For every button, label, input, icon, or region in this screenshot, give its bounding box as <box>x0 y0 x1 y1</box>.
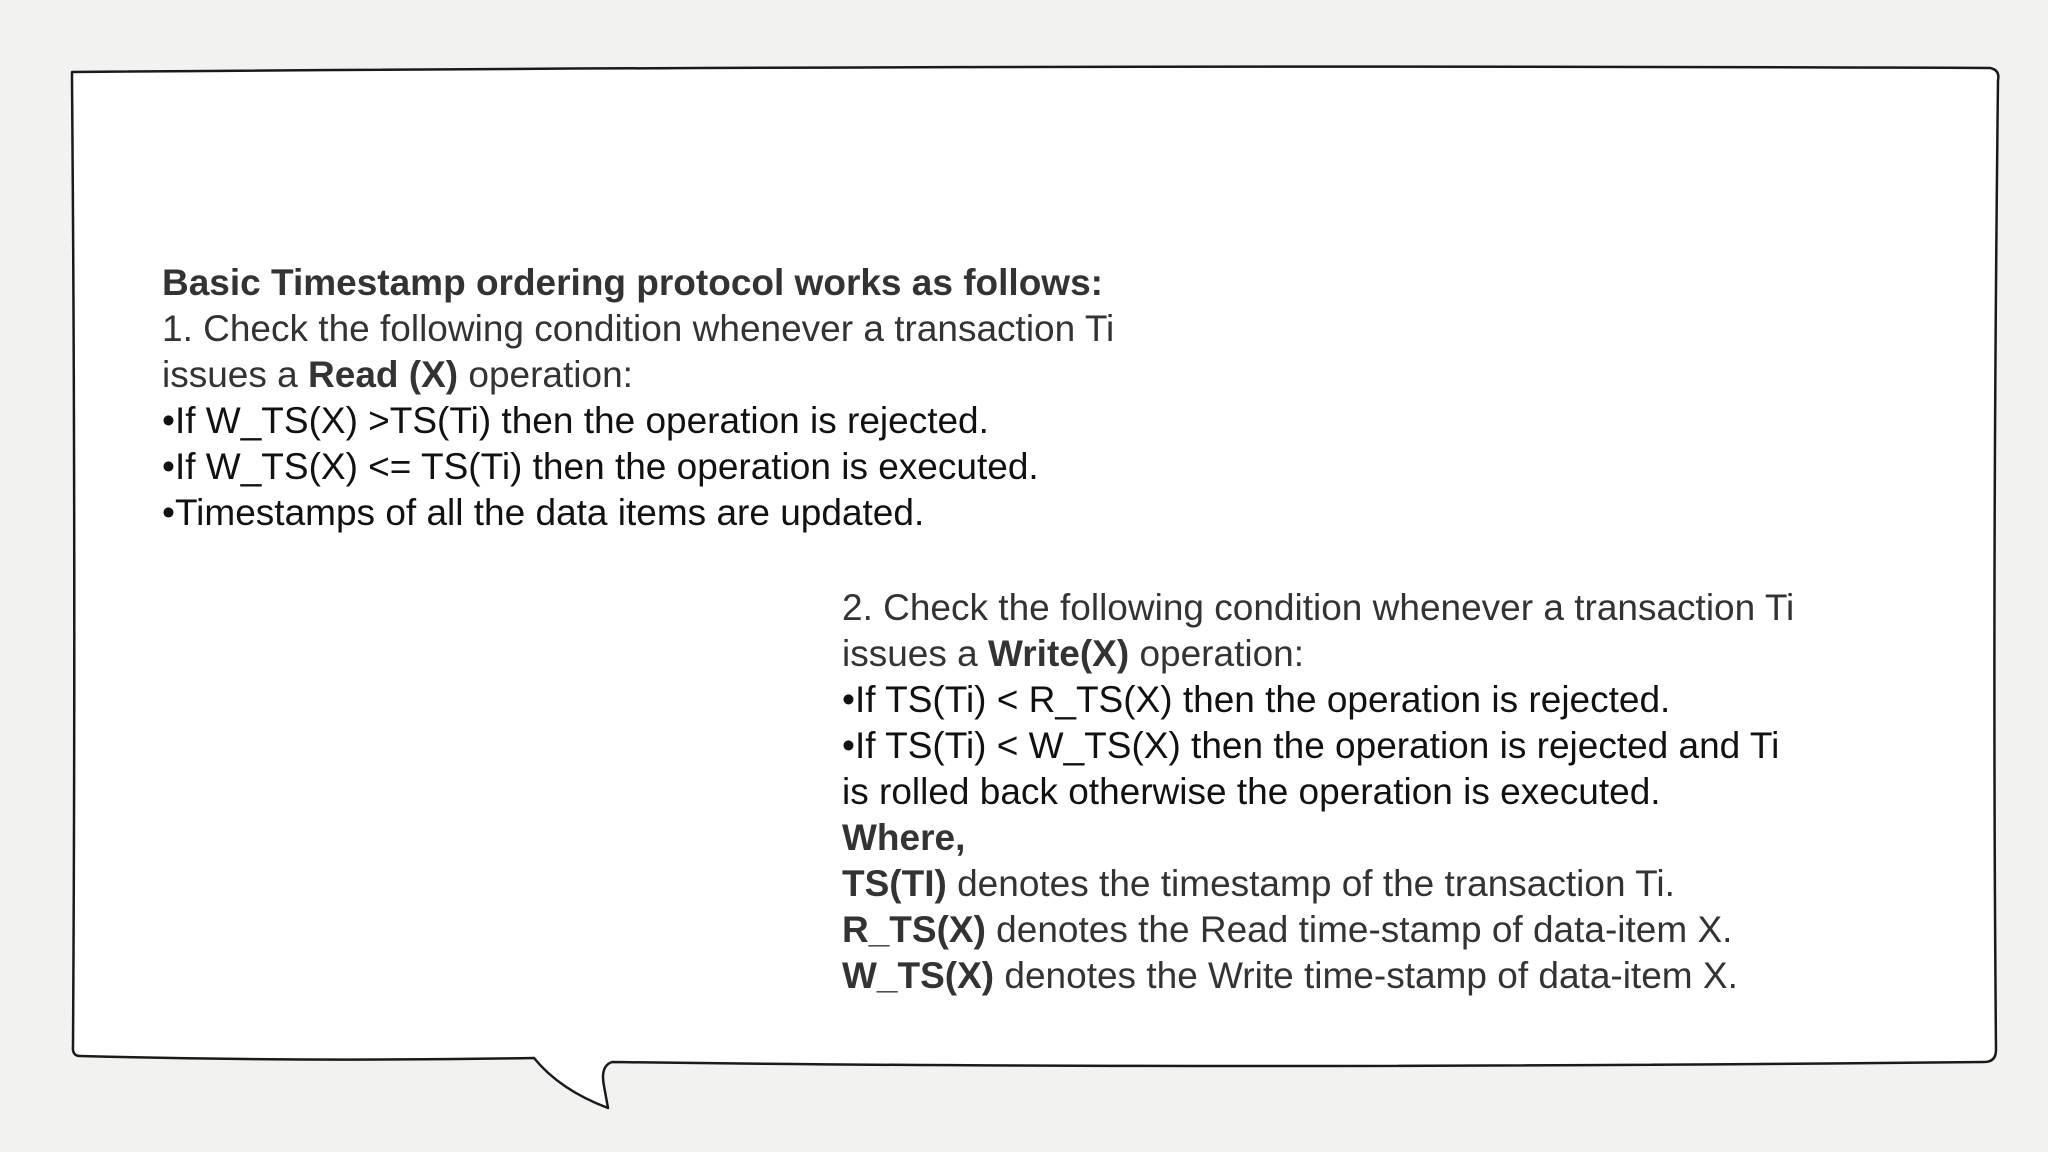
read-rule-block <box>162 260 1114 536</box>
write-bullet-rejected: •If TS(Ti) < R_TS(X) then the operation is rejected. <box>842 679 1671 720</box>
read-condition-intro: 1. Check the following condition whenever a transaction Ti <box>162 308 1115 349</box>
read-bullet-executed: •If W_TS(X) <= TS(Ti) then the operation is executed. <box>162 446 1039 487</box>
write-bullet-rollback: •If TS(Ti) < W_TS(X) then the operation is rejected and Ti <box>842 725 1780 766</box>
definition-w-ts: W_TS(X) denotes the Write time-stamp of data-item X. <box>842 955 1738 996</box>
read-bullet-rejected: •If W_TS(X) >TS(Ti) then the operation is rejected. <box>162 400 989 441</box>
protocol-heading: Basic Timestamp ordering protocol works as follows: <box>162 262 1103 303</box>
read-operation-line: issues a Read (X) operation: <box>162 354 633 395</box>
where-label: Where, <box>842 817 966 858</box>
write-operation-line: issues a Write(X) operation: <box>842 633 1305 674</box>
write-condition-intro: 2. Check the following condition whenever a transaction Ti <box>842 587 1795 628</box>
definition-r-ts: R_TS(X) denotes the Read time-stamp of data-item X. <box>842 909 1733 950</box>
write-rule-block <box>842 585 1794 999</box>
read-bullet-updated: •Timestamps of all the data items are updated. <box>162 492 925 533</box>
write-bullet-rollback-cont: is rolled back otherwise the operation is executed. <box>842 771 1661 812</box>
definition-ts: TS(TI) denotes the timestamp of the transaction Ti. <box>842 863 1675 904</box>
